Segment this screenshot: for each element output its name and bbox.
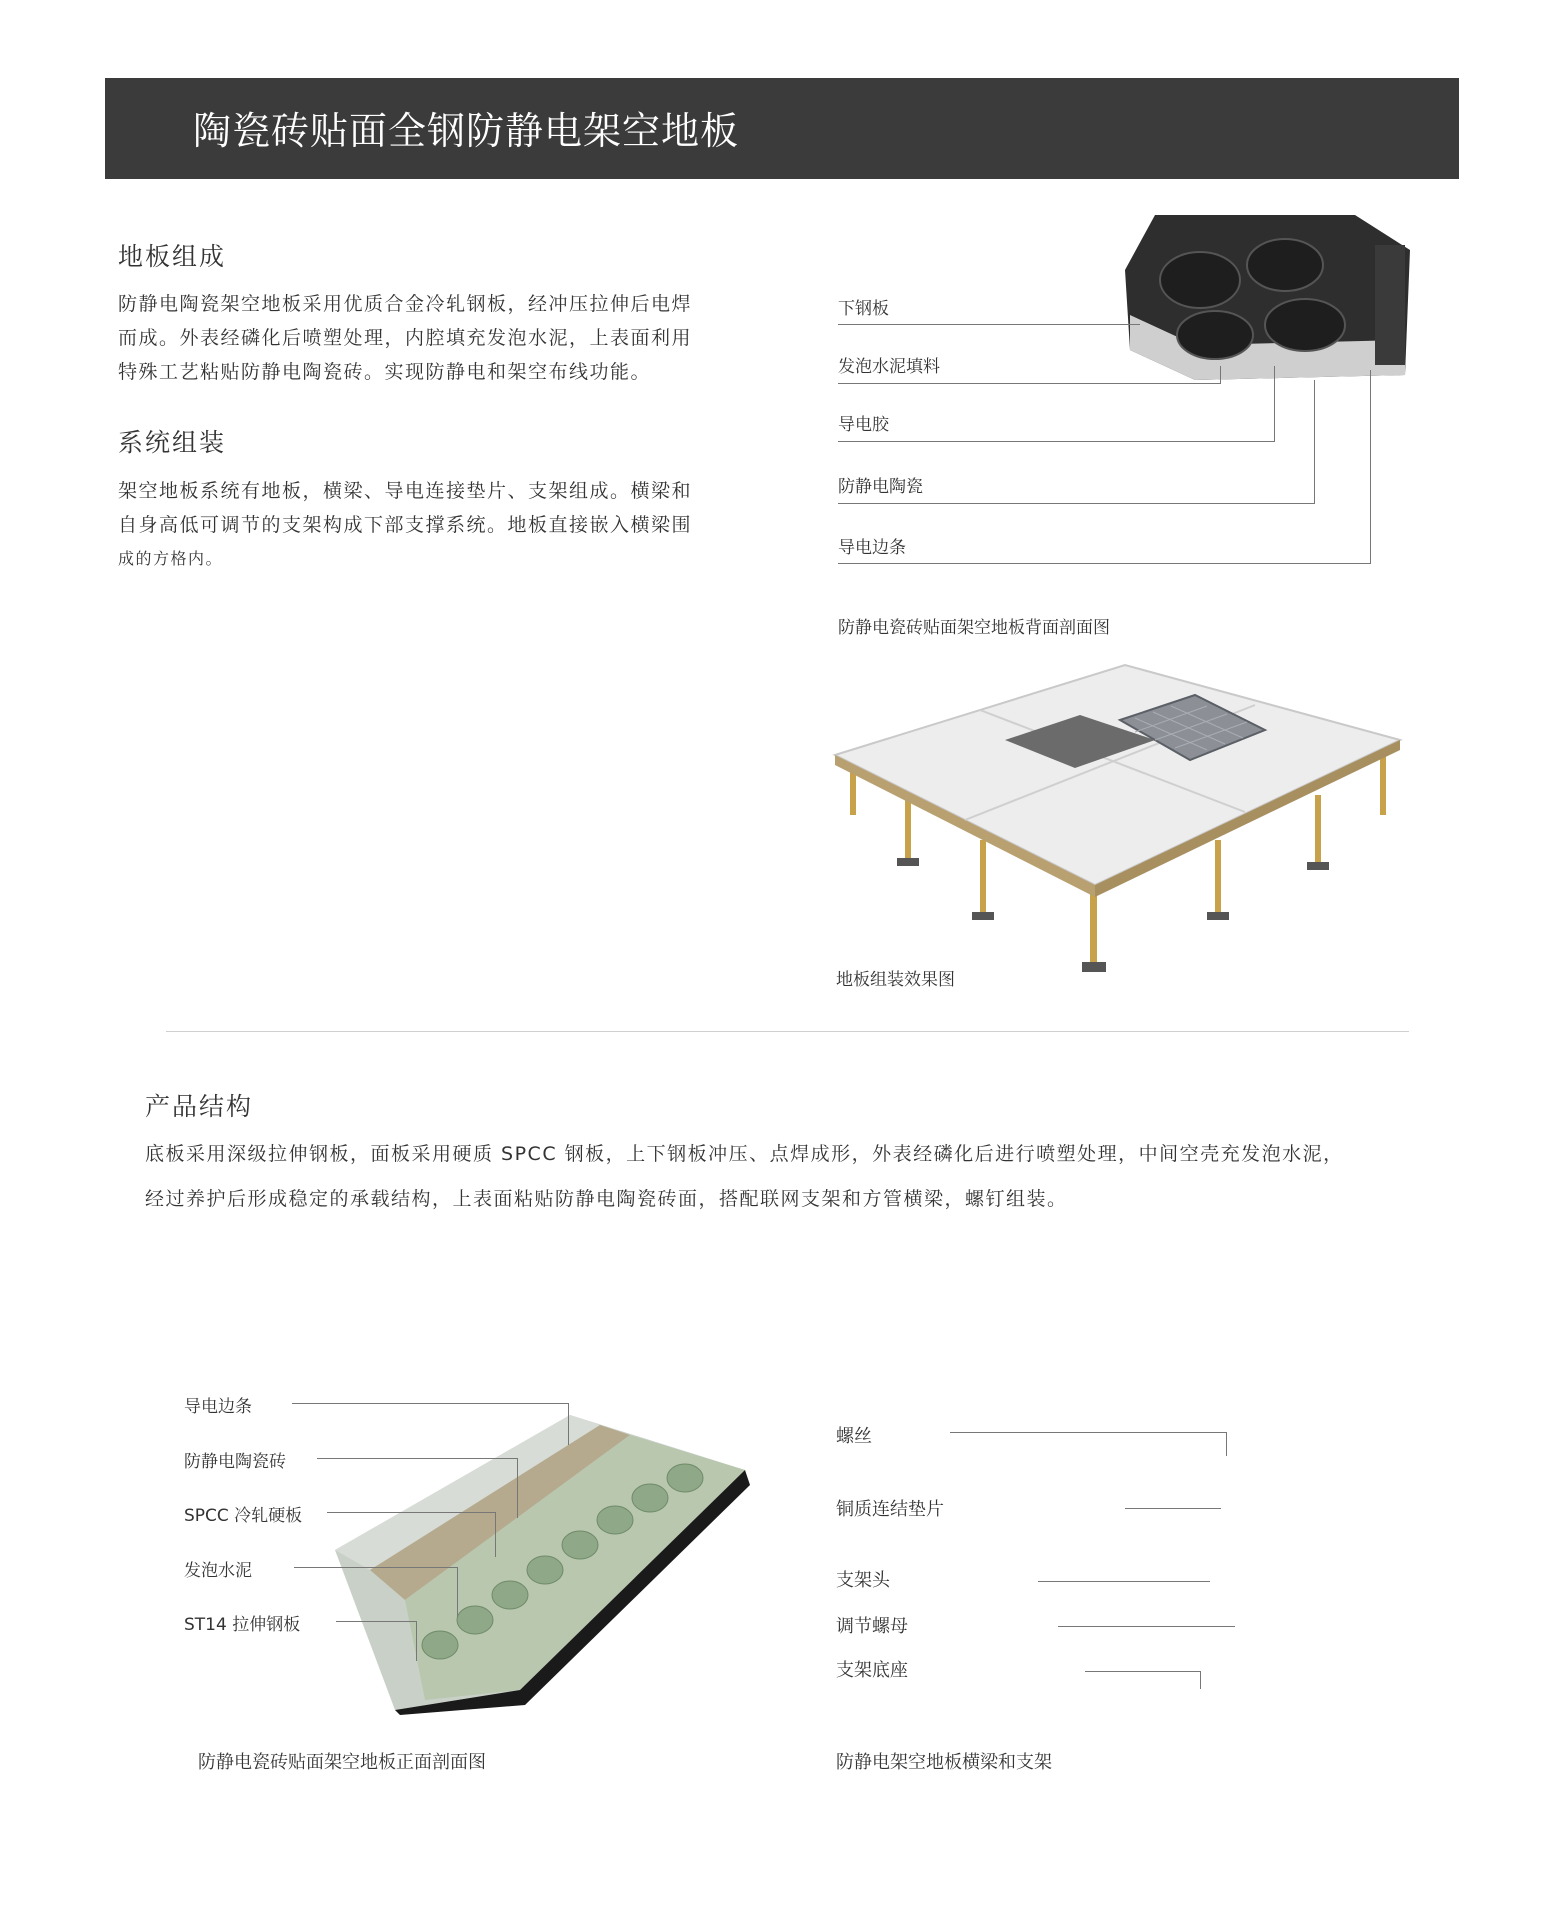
assembly-line-2: 自身高低可调节的支架构成下部支撑系统。地板直接嵌入横梁围 [118, 514, 693, 536]
beam-label-adjust-nut: 调节螺母 [836, 1616, 908, 1637]
front-label-ceramic-tile: 防静电陶瓷砖 [184, 1452, 286, 1472]
back-label-conductive-glue: 导电胶 [838, 415, 889, 435]
composition-heading: 地板组成 [118, 242, 227, 271]
beam-label-screw: 螺丝 [836, 1426, 872, 1447]
front-label-foam-cement: 发泡水泥 [184, 1561, 252, 1581]
front-label-st14-plate: ST14 拉伸钢板 [184, 1615, 301, 1635]
composition-line-2: 而成。外表经磷化后喷塑处理，内腔填充发泡水泥，上表面利用 [118, 327, 693, 349]
back-label-lower-steel: 下钢板 [838, 299, 889, 319]
assembly-line-1: 架空地板系统有地板，横梁、导电连接垫片、支架组成。横梁和 [118, 480, 693, 502]
back-label-conductive-edge: 导电边条 [838, 538, 906, 558]
beam-label-copper-pad: 铜质连结垫片 [836, 1499, 944, 1520]
back-section-caption: 防静电瓷砖贴面架空地板背面剖面图 [838, 618, 1110, 638]
structure-text [145, 1132, 1435, 1222]
beam-label-support-head: 支架头 [836, 1570, 890, 1591]
back-label-antistatic-ceramic: 防静电陶瓷 [838, 477, 923, 497]
front-label-conductive-edge: 导电边条 [184, 1397, 252, 1417]
front-section-image [330, 1410, 760, 1715]
structure-line-1: 底板采用深级拉伸钢板，面板采用硬质 SPCC 钢板，上下钢板冲压、点焊成形，外表经磷化后进行喷塑处理，中间空壳充发泡水泥， [145, 1143, 1344, 1165]
front-label-spcc-plate: SPCC 冷轧硬板 [184, 1506, 303, 1526]
back-label-foam-cement: 发泡水泥填料 [838, 357, 940, 377]
composition-text [118, 287, 778, 389]
structure-line-2: 经过养护后形成稳定的承载结构，上表面粘贴防静电陶瓷砖面，搭配联网支架和方管横梁，螺钉组装。 [145, 1188, 1068, 1210]
page-title: 陶瓷砖贴面全钢防静电架空地板 [193, 109, 740, 153]
composition-line-1: 防静电陶瓷架空地板采用优质合金冷轧钢板，经冲压拉伸后电焊 [118, 293, 693, 315]
back-section-image [1125, 210, 1415, 390]
header-bar [105, 78, 1459, 179]
assembly-text [118, 474, 778, 576]
floor-assembly-image [835, 660, 1405, 990]
composition-line-3: 特殊工艺粘贴防静电陶瓷砖。实现防静电和架空布线功能。 [118, 361, 652, 383]
assembly-line-3: 成的方格内。 [118, 549, 224, 568]
section-divider [166, 1031, 1409, 1032]
beam-support-caption: 防静电架空地板横梁和支架 [836, 1752, 1052, 1773]
front-section-caption: 防静电瓷砖贴面架空地板正面剖面图 [198, 1752, 486, 1773]
structure-heading: 产品结构 [145, 1092, 254, 1121]
floor-assembly-caption: 地板组装效果图 [836, 970, 955, 990]
beam-label-support-base: 支架底座 [836, 1660, 908, 1681]
assembly-heading: 系统组装 [118, 428, 227, 457]
